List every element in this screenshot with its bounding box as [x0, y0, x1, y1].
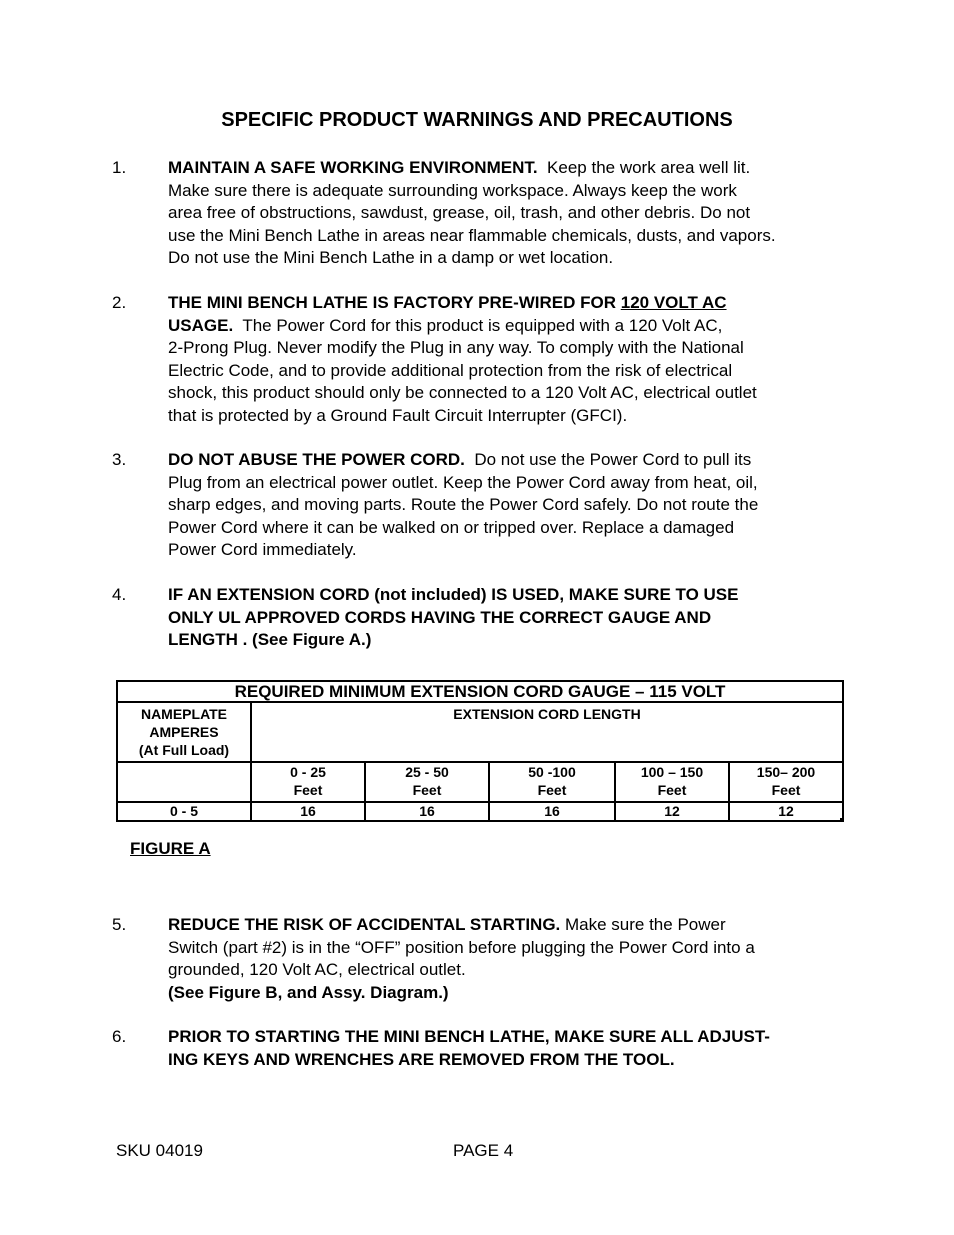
gauge-value: 16 [251, 802, 365, 821]
item-heading: REDUCE THE RISK OF ACCIDENTAL STARTING. [168, 915, 561, 934]
item-line: ONLY UL APPROVED CORDS HAVING THE CORRECT GAUGE AND [168, 607, 712, 627]
table-border-stub [614, 818, 616, 822]
item-number: 1. [112, 158, 127, 177]
length-column-header: 0 - 25 Feet [251, 762, 365, 802]
figure-label: FIGURE A [130, 839, 211, 858]
item-line: use the Mini Bench Lathe in areas near flammable chemicals, dusts, and vapors. [168, 225, 776, 245]
table-border-stub [840, 818, 842, 822]
item-heading: DO NOT ABUSE THE POWER CORD. [168, 450, 465, 469]
item-number: 4. [112, 585, 127, 604]
item-line: sharp edges, and moving parts. Route the Power Cord safely. Do not route the [168, 495, 759, 514]
item-line: LENGTH . (See Figure A.) [168, 630, 372, 649]
table-border-stub [728, 818, 730, 822]
amps-header: NAMEPLATE AMPERES (At Full Load) [117, 702, 251, 762]
table-border-stub [488, 818, 490, 822]
voltage-underlined: 120 VOLT AC [620, 293, 727, 312]
item-number: 5. [112, 915, 127, 934]
item-line: Electric Code, and to provide additional protection from the risk of electrical [168, 360, 733, 380]
item-line: IF AN EXTENSION CORD (not included) IS USED, MAKE SURE TO USE [168, 585, 739, 604]
item-line: PRIOR TO STARTING THE MINI BENCH LATHE, MAKE SURE ALL ADJUST- [168, 1027, 770, 1046]
length-column-header: 25 - 50 Feet [365, 762, 489, 802]
item-heading: MAINTAIN A SAFE WORKING ENVIRONMENT. [168, 158, 538, 177]
item-body [168, 157, 840, 270]
item-line: Make sure there is adequate surrounding workspace. Always keep the work [168, 180, 737, 200]
gauge-value: 16 [365, 802, 489, 821]
blank-cell [117, 762, 251, 802]
item-line: Do not use the Mini Bench Lathe in a damp or wet location. [168, 248, 614, 267]
gauge-value: 16 [489, 802, 615, 821]
item-line: Power Cord where it can be walked on or tripped over. Replace a damaged [168, 517, 735, 537]
table-row [117, 802, 843, 821]
extension-cord-table [116, 680, 844, 822]
item-line: grounded, 120 Volt AC, electrical outlet. [168, 960, 466, 979]
item-body [168, 914, 840, 1004]
item-line: ING KEYS AND WRENCHES ARE REMOVED FROM THE TOOL. [168, 1049, 675, 1069]
item-line: that is protected by a Ground Fault Circuit Interrupter (GFCI). [168, 405, 628, 425]
item-heading: THE MINI BENCH LATHE IS FACTORY PRE-WIRED FOR [168, 293, 616, 312]
item-line: The Power Cord for this product is equipped with a 120 Volt AC, [242, 315, 723, 335]
footer-page-number: PAGE 4 [453, 1141, 514, 1160]
item-number: 2. [112, 293, 127, 312]
length-column-header: 50 -100 Feet [489, 762, 615, 802]
item-line: Keep the work area well lit. [547, 158, 751, 177]
length-column-header: 150– 200 Feet [729, 762, 843, 802]
item-heading: USAGE. [168, 315, 234, 335]
gauge-value: 12 [615, 802, 729, 821]
item-line: Plug from an electrical power outlet. Keep the Power Cord away from heat, oil, [168, 472, 758, 492]
item-body [168, 449, 840, 562]
item-body [168, 1026, 840, 1071]
item-line: 2-Prong Plug. Never modify the Plug in any way. To comply with the National [168, 338, 744, 357]
item-line: Make sure the Power [565, 915, 726, 934]
table-caption: REQUIRED MINIMUM EXTENSION CORD GAUGE – 115 VOLT [117, 681, 843, 702]
length-column-header: 100 – 150 Feet [615, 762, 729, 802]
page-title: SPECIFIC PRODUCT WARNINGS AND PRECAUTIONS [221, 109, 733, 131]
item-body [168, 584, 840, 652]
item-line: Power Cord immediately. [168, 540, 357, 559]
table-border-stub [250, 818, 252, 822]
item-line: area free of obstructions, sawdust, grease, oil, trash, and other debris. Do not [168, 203, 751, 222]
gauge-value: 12 [729, 802, 843, 821]
amps-value: 0 - 5 [117, 802, 251, 821]
item-body [168, 292, 840, 427]
table-border-stub [116, 818, 118, 822]
item-number: 6. [112, 1027, 127, 1046]
table-border-stub [364, 818, 366, 822]
item-line: Do not use the Power Cord to pull its [474, 450, 752, 469]
item-line: shock, this product should only be connected to a 120 Volt AC, electrical outlet [168, 383, 757, 402]
item-note: (See Figure B, and Assy. Diagram.) [168, 982, 449, 1002]
item-line: Switch (part #2) is in the “OFF” position before plugging the Power Cord into a [168, 937, 755, 957]
item-number: 3. [112, 450, 127, 469]
length-header: EXTENSION CORD LENGTH [251, 702, 843, 762]
footer-sku: SKU 04019 [116, 1141, 203, 1160]
